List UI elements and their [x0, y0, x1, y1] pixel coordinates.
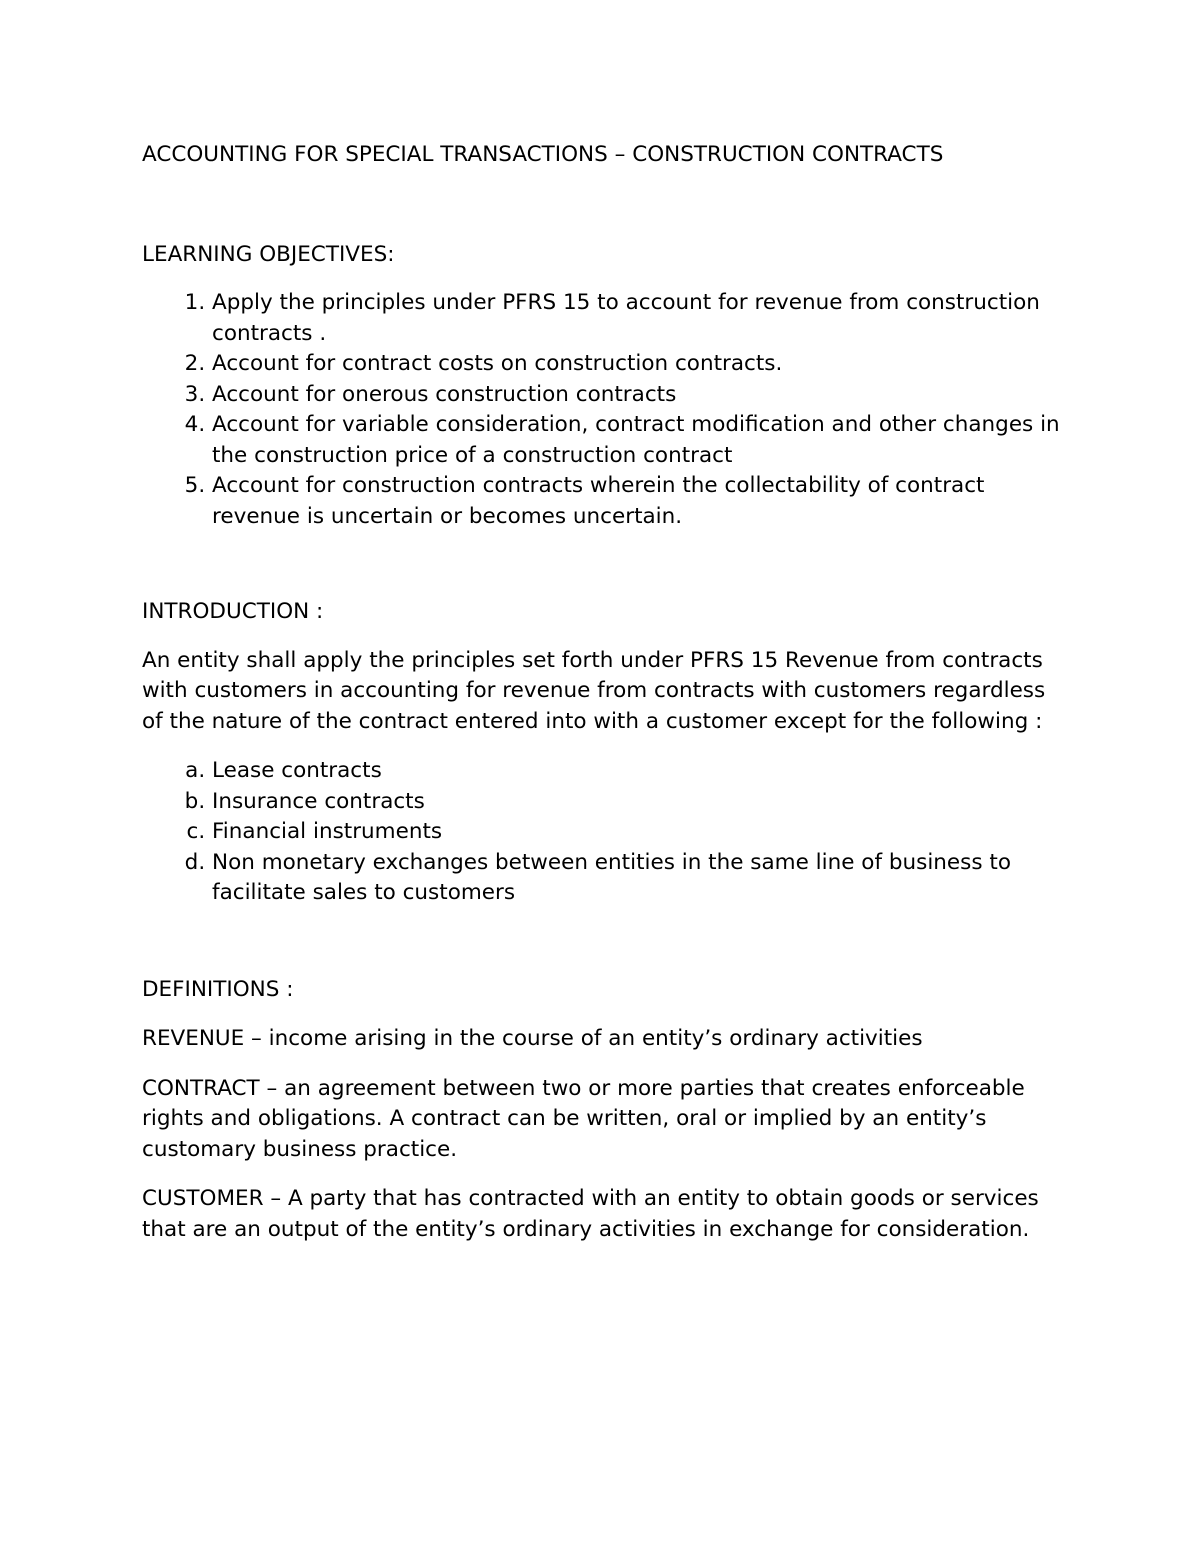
learning-objectives-list [142, 288, 1072, 532]
document-body [142, 140, 1072, 1245]
exception-item: a. Lease contracts [212, 756, 1072, 787]
exception-item: b. Insurance contracts [212, 787, 1072, 818]
objective-item: 4. Account for variable consideration, contract modification and other changes in the construction price of a construction contract [212, 410, 1072, 471]
exceptions-list [142, 756, 1072, 909]
document-title: ACCOUNTING FOR SPECIAL TRANSACTIONS – CONSTRUCTION CONTRACTS [142, 142, 944, 167]
introduction-heading: INTRODUCTION : [142, 599, 324, 624]
objective-item: 2. Account for contract costs on construction contracts. [212, 349, 1072, 380]
learning-objectives-heading: LEARNING OBJECTIVES: [142, 241, 395, 267]
definition-customer: CUSTOMER – A party that has contracted with an entity to obtain goods or services that are an output of the entity’s ordinary activities in exchange for consideration. [142, 1186, 1039, 1242]
exception-item: c. Financial instruments [212, 817, 1072, 848]
objective-item: 1. Apply the principles under PFRS 15 to account for revenue from construction contracts . [212, 288, 1072, 349]
definition-revenue: REVENUE – income arising in the course of an entity’s ordinary activities [142, 1026, 923, 1051]
objective-item: 3. Account for onerous construction contracts [212, 380, 1072, 411]
definitions-heading: DEFINITIONS : [142, 976, 294, 1002]
exception-item: d. Non monetary exchanges between entities in the same line of business to facilitate sales to customers [212, 848, 1072, 909]
definition-contract: CONTRACT – an agreement between two or more parties that creates enforceable rights and obligations. A contract can be written, oral or implied by an entity’s customary business practice. [142, 1075, 1025, 1162]
introduction-paragraph: An entity shall apply the principles set forth under PFRS 15 Revenue from contracts with customers in accounting for revenue from contracts with customers regardless of the nature of the contract entered into with a customer except for the following : [142, 647, 1046, 734]
objective-item: 5. Account for construction contracts wherein the collectability of contract revenue is uncertain or becomes uncertain. [212, 471, 1072, 532]
